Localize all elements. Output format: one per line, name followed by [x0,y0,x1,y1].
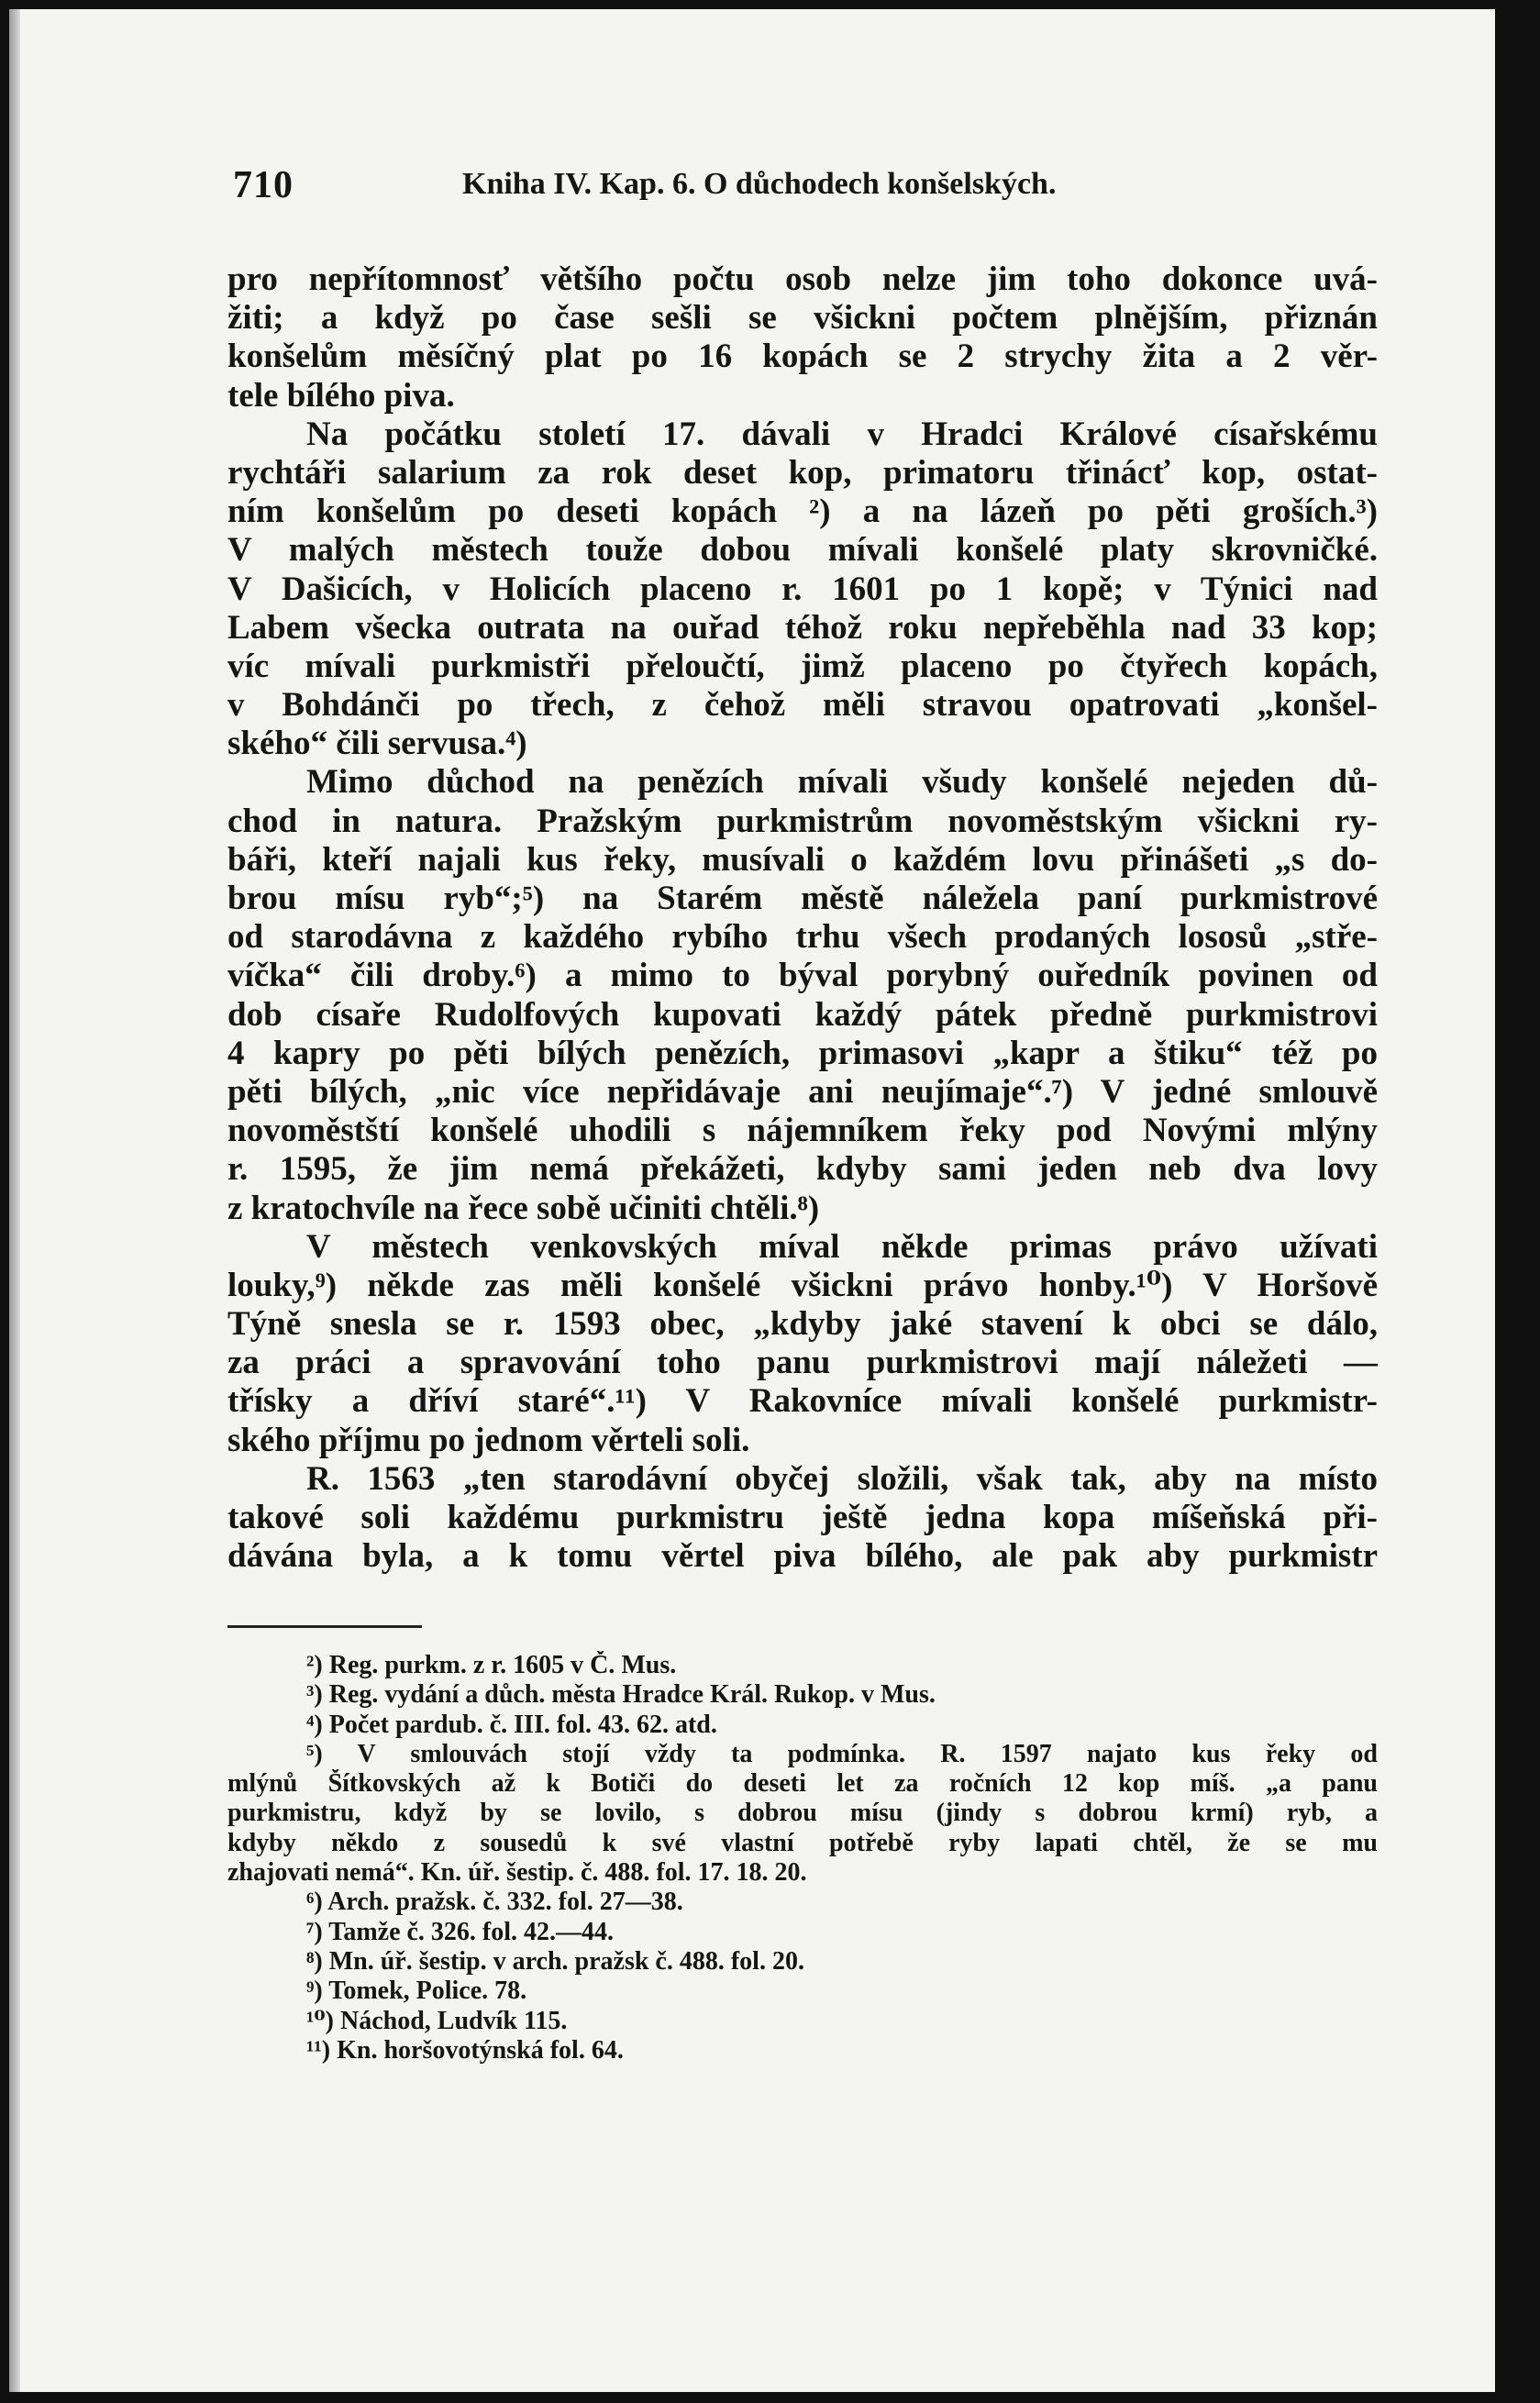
text-line: víc mívali purkmistři přeloučtí, jimž placeno po čtyřech kopách, [227,647,1378,685]
footnote-line: ⁵) V smlouvách stojí vždy ta podmínka. R. 1597 najato kus řeky od [306,1739,1378,1768]
text-line: Týně snesla se r. 1593 obec, „kdyby jaké stavení k obci se dálo, [227,1305,1378,1344]
text-line: od starodávna z každého rybího trhu všech prodaných lososů „stře- [227,918,1378,957]
text-line: konšelům měsíčný plat po 16 kopách se 2 strychy žita a 2 věr- [227,338,1378,376]
text-line: chod in natura. Pražským purkmistrům novoměstským všickni ry- [227,802,1378,840]
text-line: z kratochvíle na řece sobě učiniti chtěli.⁸) [227,1189,820,1227]
text-line: novoměstští konšelé uhodili s nájemníkem řeky pod Novými mlýny [227,1112,1378,1150]
text-line: Na počátku století 17. dávali v Hradci Králové císařskému [306,415,1378,453]
text-line: víčka“ čili droby.⁶) a mimo to býval porybný ouředník povinen od [227,957,1378,995]
text-line: ním konšelům po deseti kopách ²) a na lázeň po pěti groších.³) [227,493,1378,531]
page-header [222,163,1191,209]
footnotes [227,1651,1378,2065]
text-line: pro nepřítomnosť většího počtu osob nelze jim toho dokonce uvá- [227,260,1378,298]
text-line: ského příjmu po jednom věrteli soli. [227,1421,750,1459]
text-line: rychtáři salarium za rok deset kop, primatoru třinácť kop, ostat- [227,453,1378,492]
footnote-line: purkmistru, když by se lovilo, s dobrou mísu (jindy s dobrou krmí) ryb, a [227,1799,1378,1828]
footnote-rule [227,1625,422,1628]
text-line: žiti; a když po čase sešli se všickni počtem plnějším, přiznán [227,299,1378,338]
text-line: brou mísu ryb“;⁵) na Starém městě náležela paní purkmistrové [227,880,1378,917]
text-line: V městech venkovských míval někde primas právo užívati [306,1227,1378,1266]
page-number: 710 [233,164,294,206]
footnote-line: ¹¹) Kn. horšovotýnská fol. 64. [306,2035,624,2065]
text-line: V malých městech touže dobou mívali konšelé platy skrovničké. [227,531,1378,570]
footnote-line: ³) Reg. vydání a důch. města Hradce Král. Rukop. v Mus. [306,1680,936,1710]
text-line: r. 1595, že jim nemá překážeti, kdyby sami jeden neb dva lovy [227,1150,1378,1189]
book-page [9,9,1495,2392]
footnote-line: ²) Reg. purkm. z r. 1605 v Č. Mus. [306,1651,677,1679]
text-line: dob císaře Rudolfových kupovati každý pátek předně purkmistrovi [227,995,1378,1034]
text-line: za práci a spravování toho panu purkmistrovi mají náležeti — [227,1344,1378,1382]
text-line: tele bílého piva. [227,376,455,415]
text-line: Mimo důchod na penězích mívali všudy konšelé nejeden dů- [306,763,1378,802]
footnote-line: ⁹) Tomek, Police. 78. [306,1977,527,2006]
text-line: dávána byla, a k tomu věrtel piva bílého, ale pak aby purkmistr [227,1537,1378,1576]
text-line: louky,⁹) někde zas měli konšelé všickni právo honby.¹⁰) V Horšově [227,1266,1378,1304]
footnote-line: ⁴) Počet pardub. č. III. fol. 43. 62. atd. [306,1710,717,1739]
text-line: v Bohdánči po třech, z čehož měli stravou opatrovati „konšel- [227,686,1378,725]
footnote-line: ⁶) Arch. pražsk. č. 332. fol. 27—38. [306,1888,683,1917]
footnote-line: zhajovati nemá“. Kn. úř. šestip. č. 488. fol. 17. 18. 20. [227,1858,807,1888]
footnote-line: kdyby někdo z sousedů k své vlastní potřebě ryby lapati chtěl, že se mu [227,1828,1378,1857]
footnote-line: ⁸) Mn. úř. šestip. v arch. pražsk č. 488. fol. 20. [306,1946,804,1976]
running-title: Kniha IV. Kap. 6. O důchodech konšelských. [462,167,1057,201]
text-line: 4 kapry po pěti bílých penězích, primasovi „kapr a štiku“ též po [227,1034,1378,1072]
footnote-line: mlýnů Šítkovských až k Botiči do deseti let za ročních 12 kop míš. „a panu [227,1769,1378,1799]
text-line: Labem všecka outrata na ouřad téhož roku nepřeběhla nad 33 kop; [227,608,1378,647]
text-line: báři, kteří najali kus řeky, musívali o každém lovu přinášeti „s do- [227,840,1378,879]
text-line: ského“ čili servusa.⁴) [227,725,527,763]
text-line: R. 1563 „ten starodávní obyčej složili, však tak, aby na místo [306,1459,1378,1498]
text-line: třísky a dříví staré“.¹¹) V Rakovníce mívali konšelé purkmistr- [227,1382,1378,1421]
text-line: V Dašicích, v Holicích placeno r. 1601 po 1 kopě; v Týnici nad [227,570,1378,608]
text-line: takové soli každému purkmistru ještě jedna kopa míšeňská při- [227,1499,1378,1536]
footnote-line: ¹⁰) Náchod, Ludvík 115. [306,2006,568,2035]
footnote-line: ⁷) Tamže č. 326. fol. 42.—44. [306,1917,615,1946]
main-text [227,260,1378,1576]
page-binding-edge [9,9,20,2392]
text-line: pěti bílých, „nic více nepřidávaje ani neujímaje“.⁷) V jedné smlouvě [227,1072,1378,1111]
